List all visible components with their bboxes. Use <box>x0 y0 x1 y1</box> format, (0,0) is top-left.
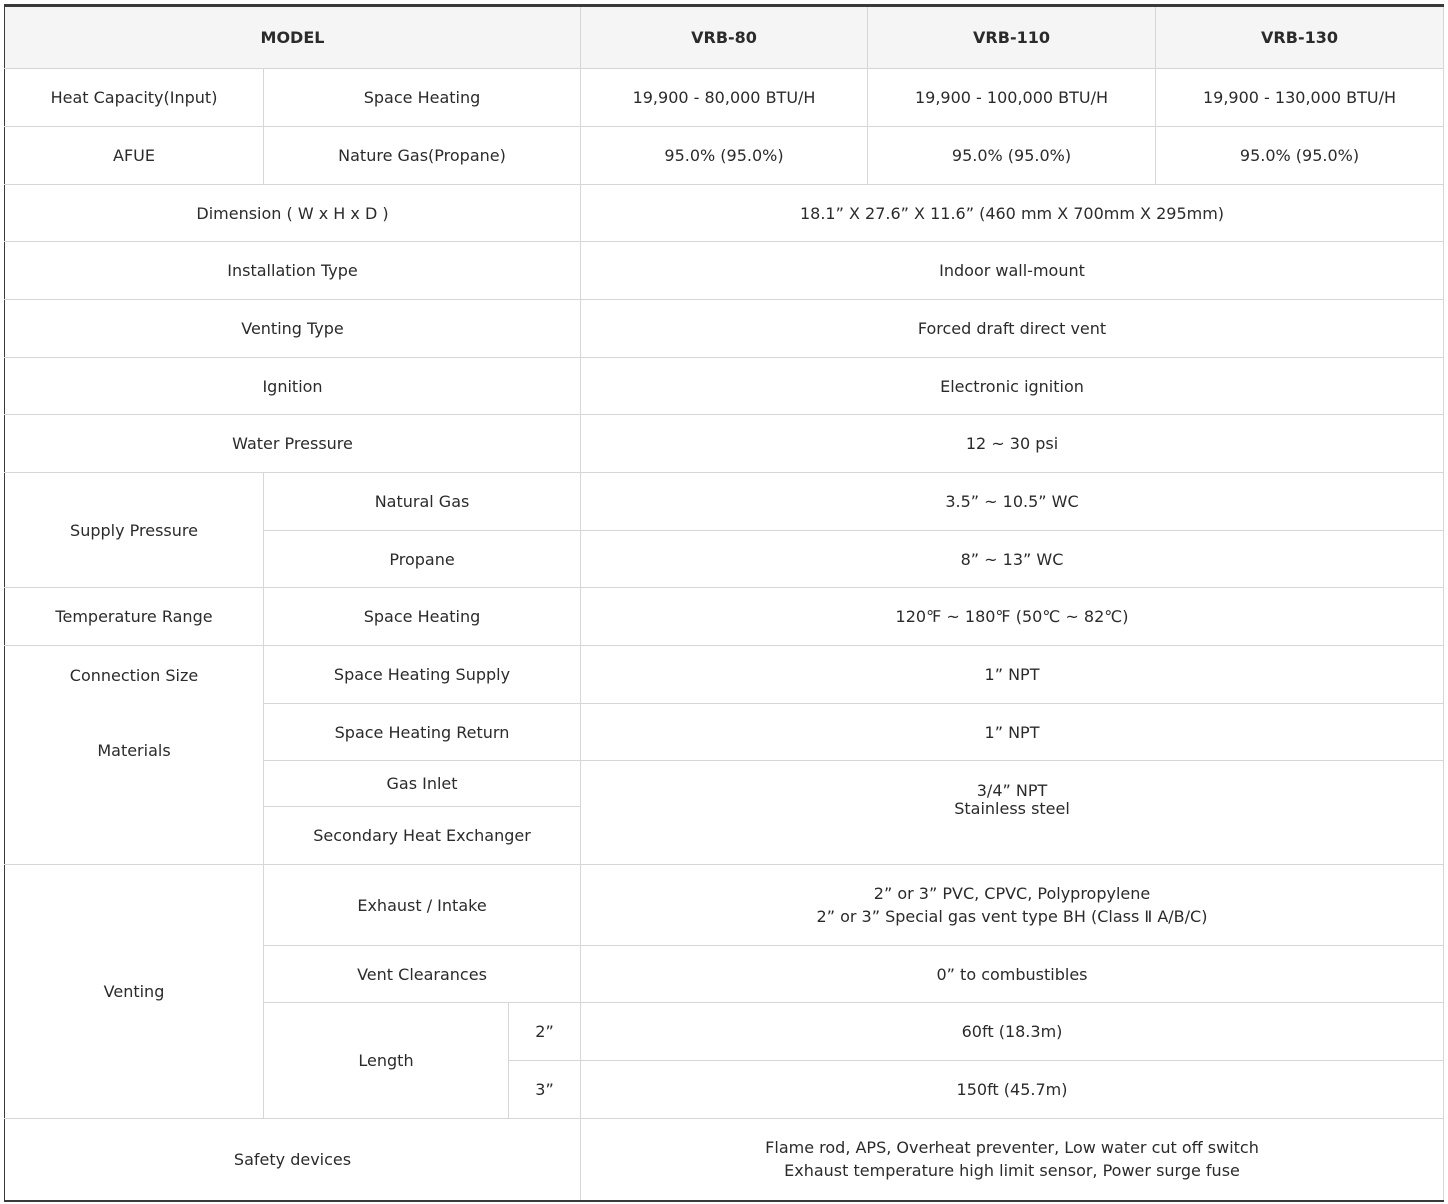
afue-value-80: 95.0% (95.0%) <box>581 127 868 185</box>
safety-devices-value-line2: Exhaust temperature high limit sensor, Power surge fuse <box>784 1161 1240 1181</box>
table-row <box>5 300 1444 358</box>
natural-gas-label: Natural Gas <box>264 473 581 531</box>
length-2in-value: 60ft (18.3m) <box>581 1003 1444 1061</box>
exhaust-intake-label: Exhaust / Intake <box>264 865 581 946</box>
materials-label: Materials <box>97 741 171 760</box>
gas-inlet-label: Gas Inlet <box>264 761 581 807</box>
model-vrb-130: VRB-130 <box>1156 6 1444 69</box>
table-row <box>5 127 1444 185</box>
propane-label: Propane <box>264 531 581 588</box>
propane-value: 8” ~ 13” WC <box>581 531 1444 588</box>
connection-size-label: Connection Size <box>69 666 199 685</box>
model-vrb-80: VRB-80 <box>581 6 868 69</box>
afue-value-130: 95.0% (95.0%) <box>1156 127 1444 185</box>
sh-return-value: 1” NPT <box>581 704 1444 761</box>
table-row <box>5 1119 1444 1201</box>
vent-clearances-value: 0” to combustibles <box>581 946 1444 1003</box>
sh-supply-value: 1” NPT <box>581 646 1444 704</box>
sh-supply-label: Space Heating Supply <box>264 646 581 704</box>
dimension-value: 18.1” X 27.6” X 11.6” (460 mm X 700mm X 295mm) <box>581 185 1444 242</box>
gas-inlet-value: 3/4” NPT <box>976 781 1048 800</box>
safety-devices-value-line1: Flame rod, APS, Overheat preventer, Low water cut off switch <box>765 1138 1259 1158</box>
installation-label: Installation Type <box>5 242 581 300</box>
gas-inlet-materials-value <box>581 761 1444 865</box>
supply-pressure-label: Supply Pressure <box>5 473 264 588</box>
connection-materials-cell <box>5 646 264 865</box>
length-3in-value: 150ft (45.7m) <box>581 1061 1444 1119</box>
heat-capacity-label: Heat Capacity(Input) <box>5 69 264 127</box>
model-header: MODEL <box>5 6 581 69</box>
length-3in-size: 3” <box>509 1061 581 1119</box>
heat-capacity-value-80: 19,900 - 80,000 BTU/H <box>581 69 868 127</box>
temperature-range-sub: Space Heating <box>264 588 581 646</box>
exhaust-intake-value-line1: 2” or 3” PVC, CPVC, Polypropylene <box>873 884 1151 903</box>
table-row <box>5 588 1444 646</box>
safety-devices-value <box>581 1119 1444 1201</box>
natural-gas-value: 3.5” ~ 10.5” WC <box>581 473 1444 531</box>
heat-capacity-value-110: 19,900 - 100,000 BTU/H <box>868 69 1156 127</box>
length-2in-size: 2” <box>509 1003 581 1061</box>
table-row <box>5 646 1444 704</box>
sh-return-label: Space Heating Return <box>264 704 581 761</box>
ignition-value: Electronic ignition <box>581 358 1444 415</box>
afue-value-110: 95.0% (95.0%) <box>868 127 1156 185</box>
table-row <box>5 358 1444 415</box>
exhaust-intake-value <box>581 865 1444 946</box>
exhaust-intake-value-line2: 2” or 3” Special gas vent type BH (Class Ⅱ A/B/C) <box>816 907 1208 926</box>
venting-label: Venting <box>5 865 264 1119</box>
table-row <box>5 473 1444 531</box>
table-row <box>5 242 1444 300</box>
heat-capacity-sub: Space Heating <box>264 69 581 127</box>
ignition-label: Ignition <box>5 358 581 415</box>
water-pressure-value: 12 ~ 30 psi <box>581 415 1444 473</box>
secondary-hx-value: Stainless steel <box>954 799 1070 818</box>
spec-table <box>4 4 1444 1202</box>
venting-type-label: Venting Type <box>5 300 581 358</box>
safety-devices-label: Safety devices <box>5 1119 581 1201</box>
header-row <box>5 6 1444 69</box>
table-row <box>5 185 1444 242</box>
secondary-hx-label: Secondary Heat Exchanger <box>264 807 581 865</box>
venting-type-value: Forced draft direct vent <box>581 300 1444 358</box>
installation-value: Indoor wall-mount <box>581 242 1444 300</box>
vent-clearances-label: Vent Clearances <box>264 946 581 1003</box>
temperature-range-value: 120℉ ~ 180℉ (50℃ ~ 82℃) <box>581 588 1444 646</box>
table-row <box>5 415 1444 473</box>
heat-capacity-value-130: 19,900 - 130,000 BTU/H <box>1156 69 1444 127</box>
length-label: Length <box>264 1003 509 1119</box>
water-pressure-label: Water Pressure <box>5 415 581 473</box>
temperature-range-label: Temperature Range <box>5 588 264 646</box>
table-row <box>5 69 1444 127</box>
model-vrb-110: VRB-110 <box>868 6 1156 69</box>
afue-label: AFUE <box>5 127 264 185</box>
dimension-label: Dimension ( W x H x D ) <box>5 185 581 242</box>
table-row <box>5 865 1444 946</box>
afue-sub: Nature Gas(Propane) <box>264 127 581 185</box>
spec-table-container <box>4 4 1443 1202</box>
